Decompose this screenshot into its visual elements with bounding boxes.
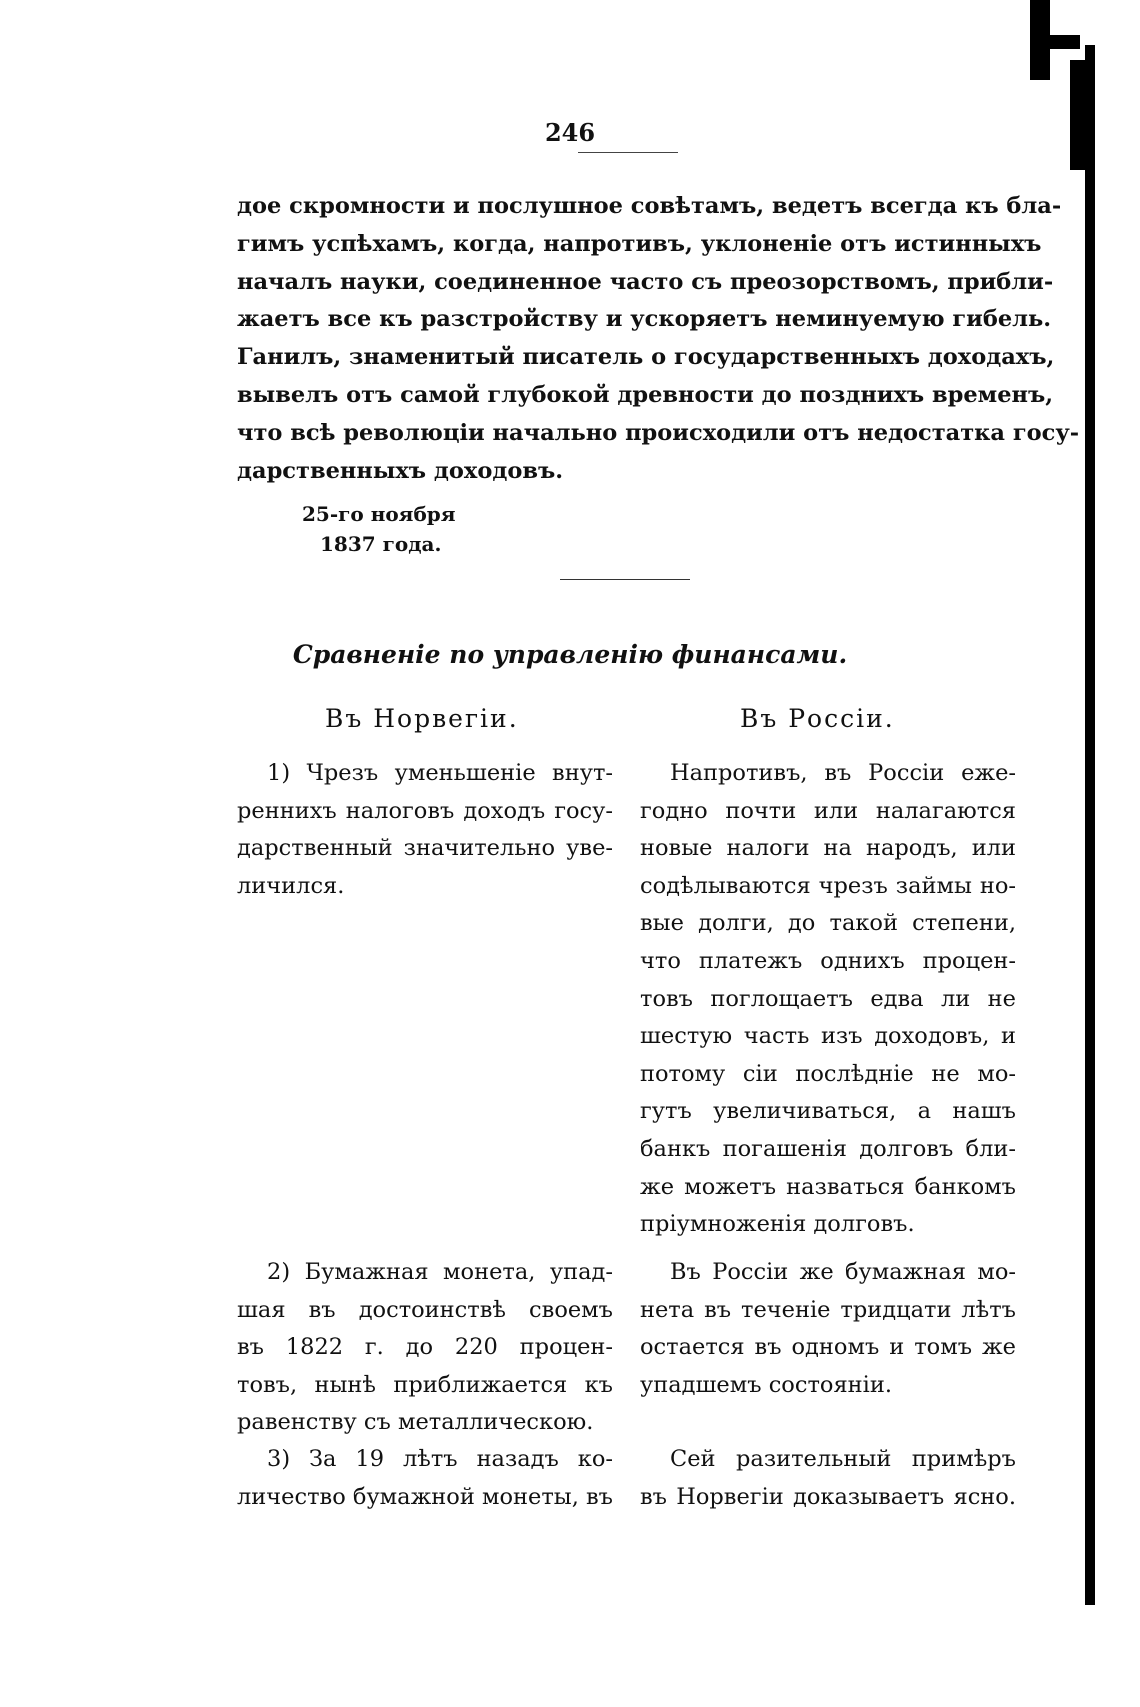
norway-point-3	[237, 1441, 613, 1516]
left-column-heading: Въ Норвегіи.	[325, 704, 519, 733]
column-line: же можетъ назваться банкомъ	[640, 1173, 1016, 1200]
section-title: Сравненіе по управленію финансами.	[292, 640, 848, 669]
column-line: годно почти или налагаются	[640, 797, 1016, 824]
column-line: банкъ погашенія долговъ бли-	[640, 1135, 1016, 1162]
norway-point-2	[237, 1254, 613, 1442]
column-line: шестую часть изъ доходовъ, и	[640, 1023, 1016, 1050]
column-line: личество бумажной монеты, въ	[237, 1483, 613, 1510]
page-number-rule	[578, 152, 678, 153]
scan-edge-shadow-tick	[1050, 35, 1080, 49]
column-line: равенству съ металлическою.	[237, 1409, 594, 1436]
column-line: 1) Чрезъ уменьшеніе внут-	[267, 760, 613, 786]
paragraph-line: что всѣ революціи начально происходили отъ недостатка госу-	[237, 419, 1080, 446]
paragraph-line: жаетъ все къ разстройству и ускоряетъ неминуемую гибель.	[237, 306, 1052, 333]
column-line: содѣлываются чрезъ займы но-	[640, 872, 1016, 899]
column-line: упадшемъ состояніи.	[640, 1371, 892, 1398]
norway-point-1	[237, 755, 613, 905]
column-line: новые налоги на народъ, или	[640, 835, 1016, 862]
column-line: реннихъ налоговъ доходъ госу-	[237, 797, 613, 824]
section-divider	[560, 579, 690, 580]
paragraph-line: гимъ успѣхамъ, когда, напротивъ, уклоненіе отъ истинныхъ	[237, 230, 1042, 257]
column-line: пріумноженія долговъ.	[640, 1211, 915, 1238]
date-day: 25-го ноября	[302, 502, 456, 526]
column-line: шая въ достоинствѣ своемъ	[237, 1296, 613, 1323]
column-line: гутъ увеличиваться, а нашъ	[640, 1098, 1016, 1125]
russia-point-1	[640, 755, 1016, 1244]
column-line: потому сіи послѣдніе не мо-	[640, 1060, 1016, 1087]
russia-point-2	[640, 1254, 1016, 1404]
column-line: Въ Россіи же бумажная мо-	[670, 1259, 1016, 1285]
scan-edge-shadow-top	[1030, 0, 1050, 80]
column-line: нета въ теченіе тридцати лѣтъ	[640, 1296, 1016, 1323]
column-line: личился.	[237, 872, 345, 899]
column-line: Напротивъ, въ Россіи еже-	[670, 760, 1016, 786]
russia-point-3	[640, 1441, 1016, 1516]
right-column-heading: Въ Россіи.	[740, 704, 895, 733]
column-line: въ Норвегіи доказываетъ ясно.	[640, 1483, 1016, 1510]
column-line: 3) За 19 лѣтъ назадъ ко-	[267, 1446, 613, 1472]
column-line: 2) Бумажная монета, упад-	[267, 1259, 613, 1285]
column-line: товъ, нынѣ приближается къ	[237, 1371, 613, 1398]
paragraph-line: дое скромности и послушное совѣтамъ, ведетъ всегда къ бла-	[237, 193, 1062, 219]
paragraph-line: Ганилъ, знаменитый писатель о государственныхъ доходахъ,	[237, 344, 1055, 371]
column-line: товъ поглощаетъ едва ли не	[640, 985, 1016, 1012]
paragraph-line: началъ науки, соединенное часто съ преозорствомъ, прибли-	[237, 268, 1054, 295]
column-line: Сей разительный примѣръ	[670, 1446, 1016, 1472]
page-number: 246	[544, 118, 596, 147]
column-line: дарственный значительно уве-	[237, 835, 613, 862]
column-line: въ 1822 г. до 220 процен-	[237, 1334, 613, 1361]
column-line: вые долги, до такой степени,	[640, 910, 1016, 937]
body-paragraph	[237, 188, 1080, 490]
paragraph-line: дарственныхъ доходовъ.	[237, 457, 564, 484]
scan-edge-shadow	[1085, 45, 1095, 1605]
column-line: остается въ одномъ и томъ же	[640, 1334, 1016, 1361]
column-line: что платежъ однихъ процен-	[640, 947, 1016, 974]
paragraph-line: вывелъ отъ самой глубокой древности до позднихъ временъ,	[237, 381, 1054, 408]
date-year: 1837 года.	[320, 532, 442, 556]
